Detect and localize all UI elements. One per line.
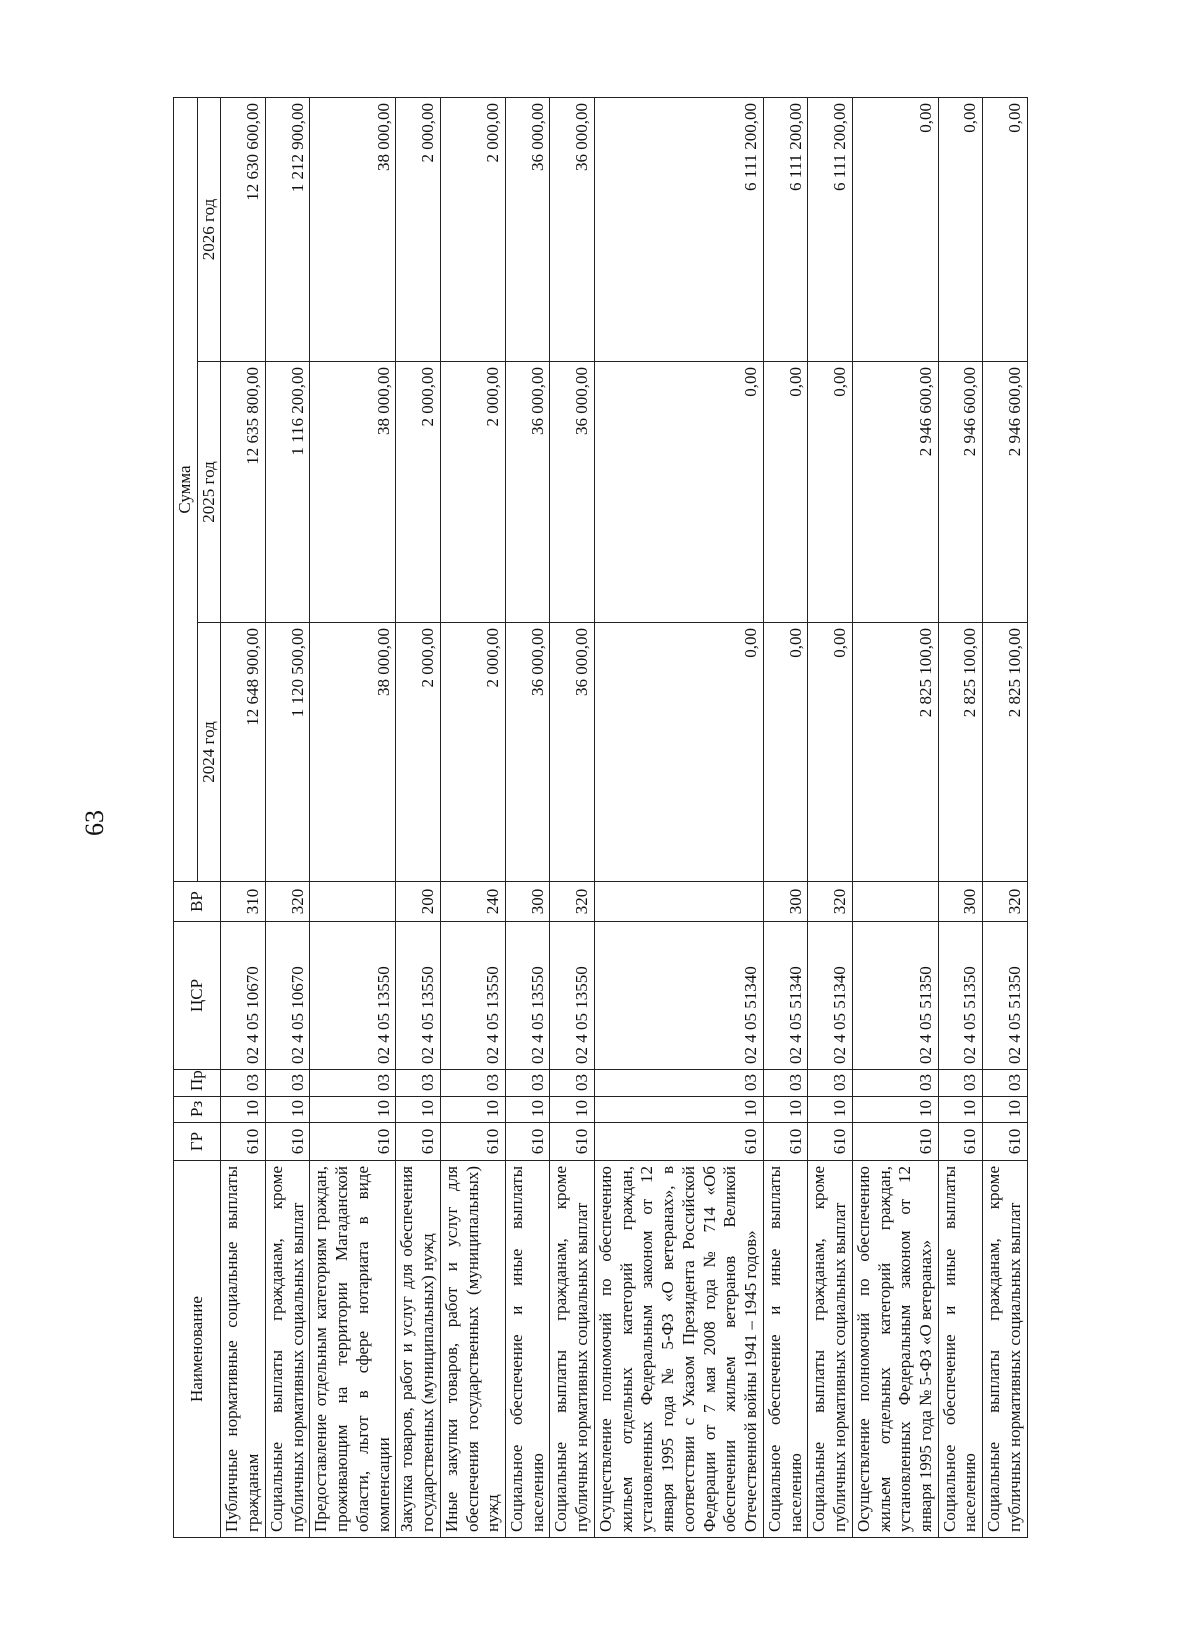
cell-sum-2024: 0,00: [594, 623, 763, 882]
budget-table-container: [173, 98, 1053, 1538]
budget-table: [173, 97, 1028, 1538]
header-gr: ГР: [174, 1123, 221, 1161]
cell-sum-2024: 0,00: [808, 623, 852, 882]
cell-name: Социальные выплаты гражданам, кроме публичных нормативных социальных выплат: [265, 1161, 309, 1538]
cell-sum-2024: 2 825 100,00: [852, 623, 938, 882]
cell-sum-2026: 6 111 200,00: [808, 97, 852, 361]
cell-sum-2026: 12 630 600,00: [221, 97, 265, 361]
cell-csr: 02 4 05 51350: [938, 922, 982, 1070]
cell-name: Социальное обеспечение и иные выплаты населению: [763, 1161, 807, 1538]
cell-vr: 320: [550, 882, 594, 922]
page-number: 63: [80, 810, 109, 836]
cell-sum-2025: 0,00: [594, 362, 763, 623]
cell-csr: 02 4 05 13550: [506, 922, 550, 1070]
header-sum: Сумма: [174, 97, 198, 881]
cell-sum-2025: 2 946 600,00: [938, 362, 982, 623]
cell-sum-2026: 38 000,00: [310, 97, 396, 361]
table-row: [440, 97, 505, 1537]
cell-sum-2025: 12 635 800,00: [221, 362, 265, 623]
table-row: [396, 97, 440, 1537]
cell-sum-2024: 2 000,00: [396, 623, 440, 882]
cell-csr: 02 4 05 51340: [594, 922, 763, 1070]
cell-vr: 200: [396, 882, 440, 922]
cell-rz: 10: [506, 1097, 550, 1123]
cell-rz: 10: [852, 1097, 938, 1123]
cell-gr: 610: [852, 1123, 938, 1161]
cell-vr: 320: [265, 882, 309, 922]
cell-csr: 02 4 05 10670: [265, 922, 309, 1070]
cell-csr: 02 4 05 51340: [763, 922, 807, 1070]
cell-pr: 03: [310, 1070, 396, 1097]
header-year-2025: 2025 год: [197, 362, 221, 623]
cell-sum-2025: 38 000,00: [310, 362, 396, 623]
cell-vr: 320: [808, 882, 852, 922]
cell-sum-2024: 38 000,00: [310, 623, 396, 882]
cell-sum-2024: 2 000,00: [440, 623, 505, 882]
cell-rz: 10: [808, 1097, 852, 1123]
header-year-2026: 2026 год: [197, 97, 221, 361]
cell-sum-2026: 6 111 200,00: [594, 97, 763, 361]
cell-sum-2026: 6 111 200,00: [763, 97, 807, 361]
cell-gr: 610: [221, 1123, 265, 1161]
cell-pr: 03: [983, 1070, 1027, 1097]
table-row: [808, 97, 852, 1537]
cell-pr: 03: [938, 1070, 982, 1097]
cell-csr: 02 4 05 13550: [440, 922, 505, 1070]
table-body: [221, 97, 1027, 1537]
cell-name: Публичные нормативные социальные выплаты гражданам: [221, 1161, 265, 1538]
cell-vr: 310: [221, 882, 265, 922]
cell-sum-2026: 0,00: [938, 97, 982, 361]
cell-vr: 300: [506, 882, 550, 922]
header-vr: ВР: [174, 882, 221, 922]
table-row: [221, 97, 265, 1537]
cell-name: Предоставление отдельным категориям граждан, проживающим на территории Магаданской области, льгот в сфере нотариата в виде компенсации: [310, 1161, 396, 1538]
cell-sum-2024: 2 825 100,00: [938, 623, 982, 882]
cell-sum-2025: 0,00: [808, 362, 852, 623]
cell-gr: 610: [440, 1123, 505, 1161]
cell-gr: 610: [550, 1123, 594, 1161]
cell-csr: 02 4 05 13550: [550, 922, 594, 1070]
cell-name: Социальное обеспечение и иные выплаты населению: [506, 1161, 550, 1538]
cell-vr: 320: [983, 882, 1027, 922]
cell-gr: 610: [265, 1123, 309, 1161]
cell-rz: 10: [221, 1097, 265, 1123]
cell-pr: 03: [852, 1070, 938, 1097]
header-name: Наименование: [174, 1161, 221, 1538]
cell-rz: 10: [763, 1097, 807, 1123]
cell-pr: 03: [808, 1070, 852, 1097]
cell-sum-2026: 2 000,00: [440, 97, 505, 361]
table-row: [550, 97, 594, 1537]
cell-csr: 02 4 05 13550: [310, 922, 396, 1070]
cell-vr: 300: [763, 882, 807, 922]
table-row: [852, 97, 938, 1537]
cell-name: Социальные выплаты гражданам, кроме публичных нормативных социальных выплат: [808, 1161, 852, 1538]
cell-csr: 02 4 05 13550: [396, 922, 440, 1070]
cell-rz: 10: [440, 1097, 505, 1123]
cell-sum-2025: 36 000,00: [506, 362, 550, 623]
cell-sum-2026: 0,00: [983, 97, 1027, 361]
table-row: [310, 97, 396, 1537]
cell-rz: 10: [594, 1097, 763, 1123]
cell-gr: 610: [938, 1123, 982, 1161]
cell-pr: 03: [221, 1070, 265, 1097]
cell-csr: 02 4 05 10670: [221, 922, 265, 1070]
cell-sum-2025: 2 000,00: [396, 362, 440, 623]
cell-rz: 10: [265, 1097, 309, 1123]
cell-vr: 300: [938, 882, 982, 922]
cell-sum-2025: 1 116 200,00: [265, 362, 309, 623]
header-year-2024: 2024 год: [197, 623, 221, 882]
cell-sum-2025: 0,00: [763, 362, 807, 623]
cell-sum-2025: 36 000,00: [550, 362, 594, 623]
cell-pr: 03: [440, 1070, 505, 1097]
cell-gr: 610: [594, 1123, 763, 1161]
cell-sum-2024: 1 120 500,00: [265, 623, 309, 882]
cell-csr: 02 4 05 51340: [808, 922, 852, 1070]
cell-gr: 610: [310, 1123, 396, 1161]
cell-rz: 10: [983, 1097, 1027, 1123]
cell-gr: 610: [506, 1123, 550, 1161]
cell-name: Закупка товаров, работ и услуг для обеспечения государственных (муниципальных) нужд: [396, 1161, 440, 1538]
cell-pr: 03: [396, 1070, 440, 1097]
header-pr: Пр: [174, 1070, 221, 1097]
cell-sum-2025: 2 946 600,00: [983, 362, 1027, 623]
cell-sum-2026: 36 000,00: [550, 97, 594, 361]
cell-name: Иные закупки товаров, работ и услуг для обеспечения государственных (муниципальных) нужд: [440, 1161, 505, 1538]
cell-pr: 03: [594, 1070, 763, 1097]
cell-name: Осуществление полномочий по обеспечению жильем отдельных категорий граждан, установленных Федеральным законом от 12 января 1995 года № 5-ФЗ «О ветеранах», в соответствии с Указом Президента Российской Федерации от 7 мая 2008 года № 714 «Об обеспечении жильем ветеранов Великой Отечественной войны 1941 – 1945 годов»: [594, 1161, 763, 1538]
cell-vr: [852, 882, 938, 922]
cell-sum-2026: 36 000,00: [506, 97, 550, 361]
cell-pr: 03: [763, 1070, 807, 1097]
cell-sum-2024: 12 648 900,00: [221, 623, 265, 882]
cell-gr: 610: [396, 1123, 440, 1161]
header-csr: ЦСР: [174, 922, 221, 1070]
cell-name: Социальные выплаты гражданам, кроме публичных нормативных социальных выплат: [983, 1161, 1027, 1538]
cell-pr: 03: [265, 1070, 309, 1097]
cell-gr: 610: [763, 1123, 807, 1161]
cell-sum-2025: 2 946 600,00: [852, 362, 938, 623]
cell-sum-2026: 0,00: [852, 97, 938, 361]
cell-sum-2026: 1 212 900,00: [265, 97, 309, 361]
cell-sum-2025: 2 000,00: [440, 362, 505, 623]
table-row: [506, 97, 550, 1537]
cell-pr: 03: [506, 1070, 550, 1097]
cell-rz: 10: [938, 1097, 982, 1123]
cell-gr: 610: [983, 1123, 1027, 1161]
cell-sum-2024: 0,00: [763, 623, 807, 882]
table-row: [938, 97, 982, 1537]
cell-csr: 02 4 05 51350: [983, 922, 1027, 1070]
cell-sum-2024: 36 000,00: [550, 623, 594, 882]
table-row: [594, 97, 763, 1537]
cell-rz: 10: [396, 1097, 440, 1123]
cell-pr: 03: [550, 1070, 594, 1097]
cell-rz: 10: [550, 1097, 594, 1123]
cell-sum-2024: 2 825 100,00: [983, 623, 1027, 882]
cell-sum-2026: 2 000,00: [396, 97, 440, 361]
table-row: [763, 97, 807, 1537]
cell-rz: 10: [310, 1097, 396, 1123]
header-rz: Рз: [174, 1097, 221, 1123]
cell-vr: [594, 882, 763, 922]
cell-vr: 240: [440, 882, 505, 922]
cell-name: Осуществление полномочий по обеспечению жильем отдельных категорий граждан, установленных Федеральным законом от 12 января 1995 года № 5-ФЗ «О ветеранах»: [852, 1161, 938, 1538]
table-row: [983, 97, 1027, 1537]
header-row-top: [174, 97, 198, 1537]
cell-gr: 610: [808, 1123, 852, 1161]
cell-name: Социальное обеспечение и иные выплаты населению: [938, 1161, 982, 1538]
cell-sum-2024: 36 000,00: [506, 623, 550, 882]
cell-name: Социальные выплаты гражданам, кроме публичных нормативных социальных выплат: [550, 1161, 594, 1538]
table-row: [265, 97, 309, 1537]
cell-vr: [310, 882, 396, 922]
cell-csr: 02 4 05 51350: [852, 922, 938, 1070]
